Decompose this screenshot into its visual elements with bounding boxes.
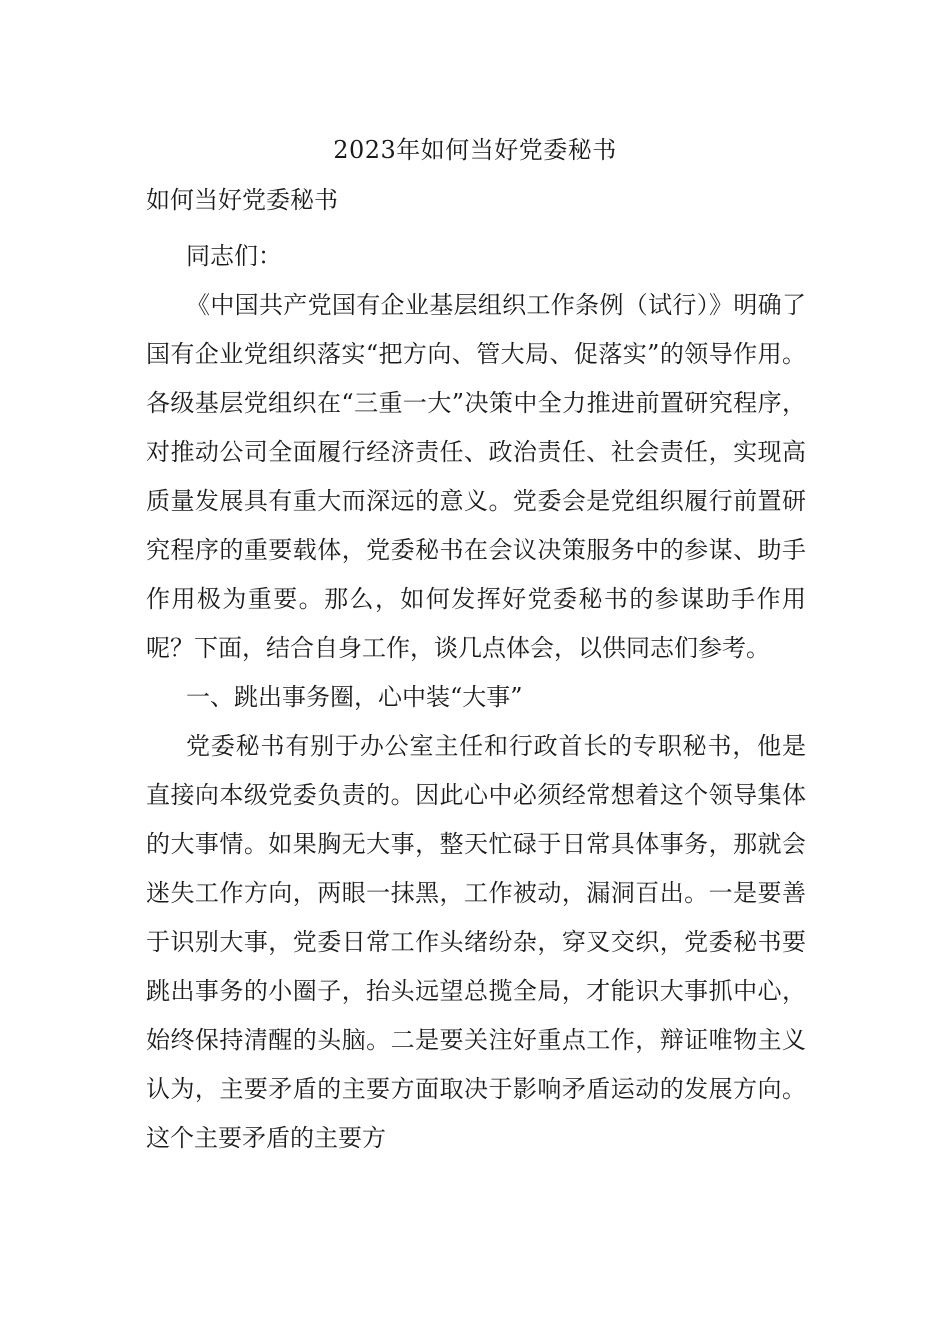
section-heading: 一、跳出事务圈，心中装“大事” — [186, 683, 523, 711]
body-paragraph: 党委秘书有别于办公室主任和行政首长的专职秘书，他是直接向本级党委负责的。因此心中必须经常想着这个领导集体的大事情。如果胸无大事，整天忙碌于日常具体事务，那就会迷失工作方向，两眼一抹黑，工作被动，漏洞百出。一是要善于识别大事，党委日常工作头绪纷杂，穿叉交织，党委秘书要跳出事务的小圈子，抬头远望总揽全局，才能识大事抓中心，始终保持清醒的头脑。二是要关注好重点工作，辩证唯物主义认为，主要矛盾的主要方面取决于影响矛盾运动的发展方向。这个主要矛盾的主要方 — [146, 732, 806, 1152]
document-title: 2023年如何当好党委秘书 — [333, 136, 617, 164]
document-subtitle: 如何当好党委秘书 — [146, 186, 338, 214]
body-paragraph: 《中国共产党国有企业基层组织工作条例（试行）》明确了国有企业党组织落实“把方向、管大局、促落实”的领导作用。各级基层党组织在“三重一大”决策中全力推进前置研究程序，对推动公司全面履行经济责任、政治责任、社会责任，实现高质量发展具有重大而深远的意义。党委会是党组织履行前置研究程序的重要载体，党委秘书在会议决策服务中的参谋、助手作用极为重要。那么，如何发挥好党委秘书的参谋助手作用呢？下面，结合自身工作，谈几点体会，以供同志们参考。 — [146, 291, 806, 662]
salutation: 同志们： — [186, 242, 282, 270]
document-body — [146, 232, 806, 1163]
